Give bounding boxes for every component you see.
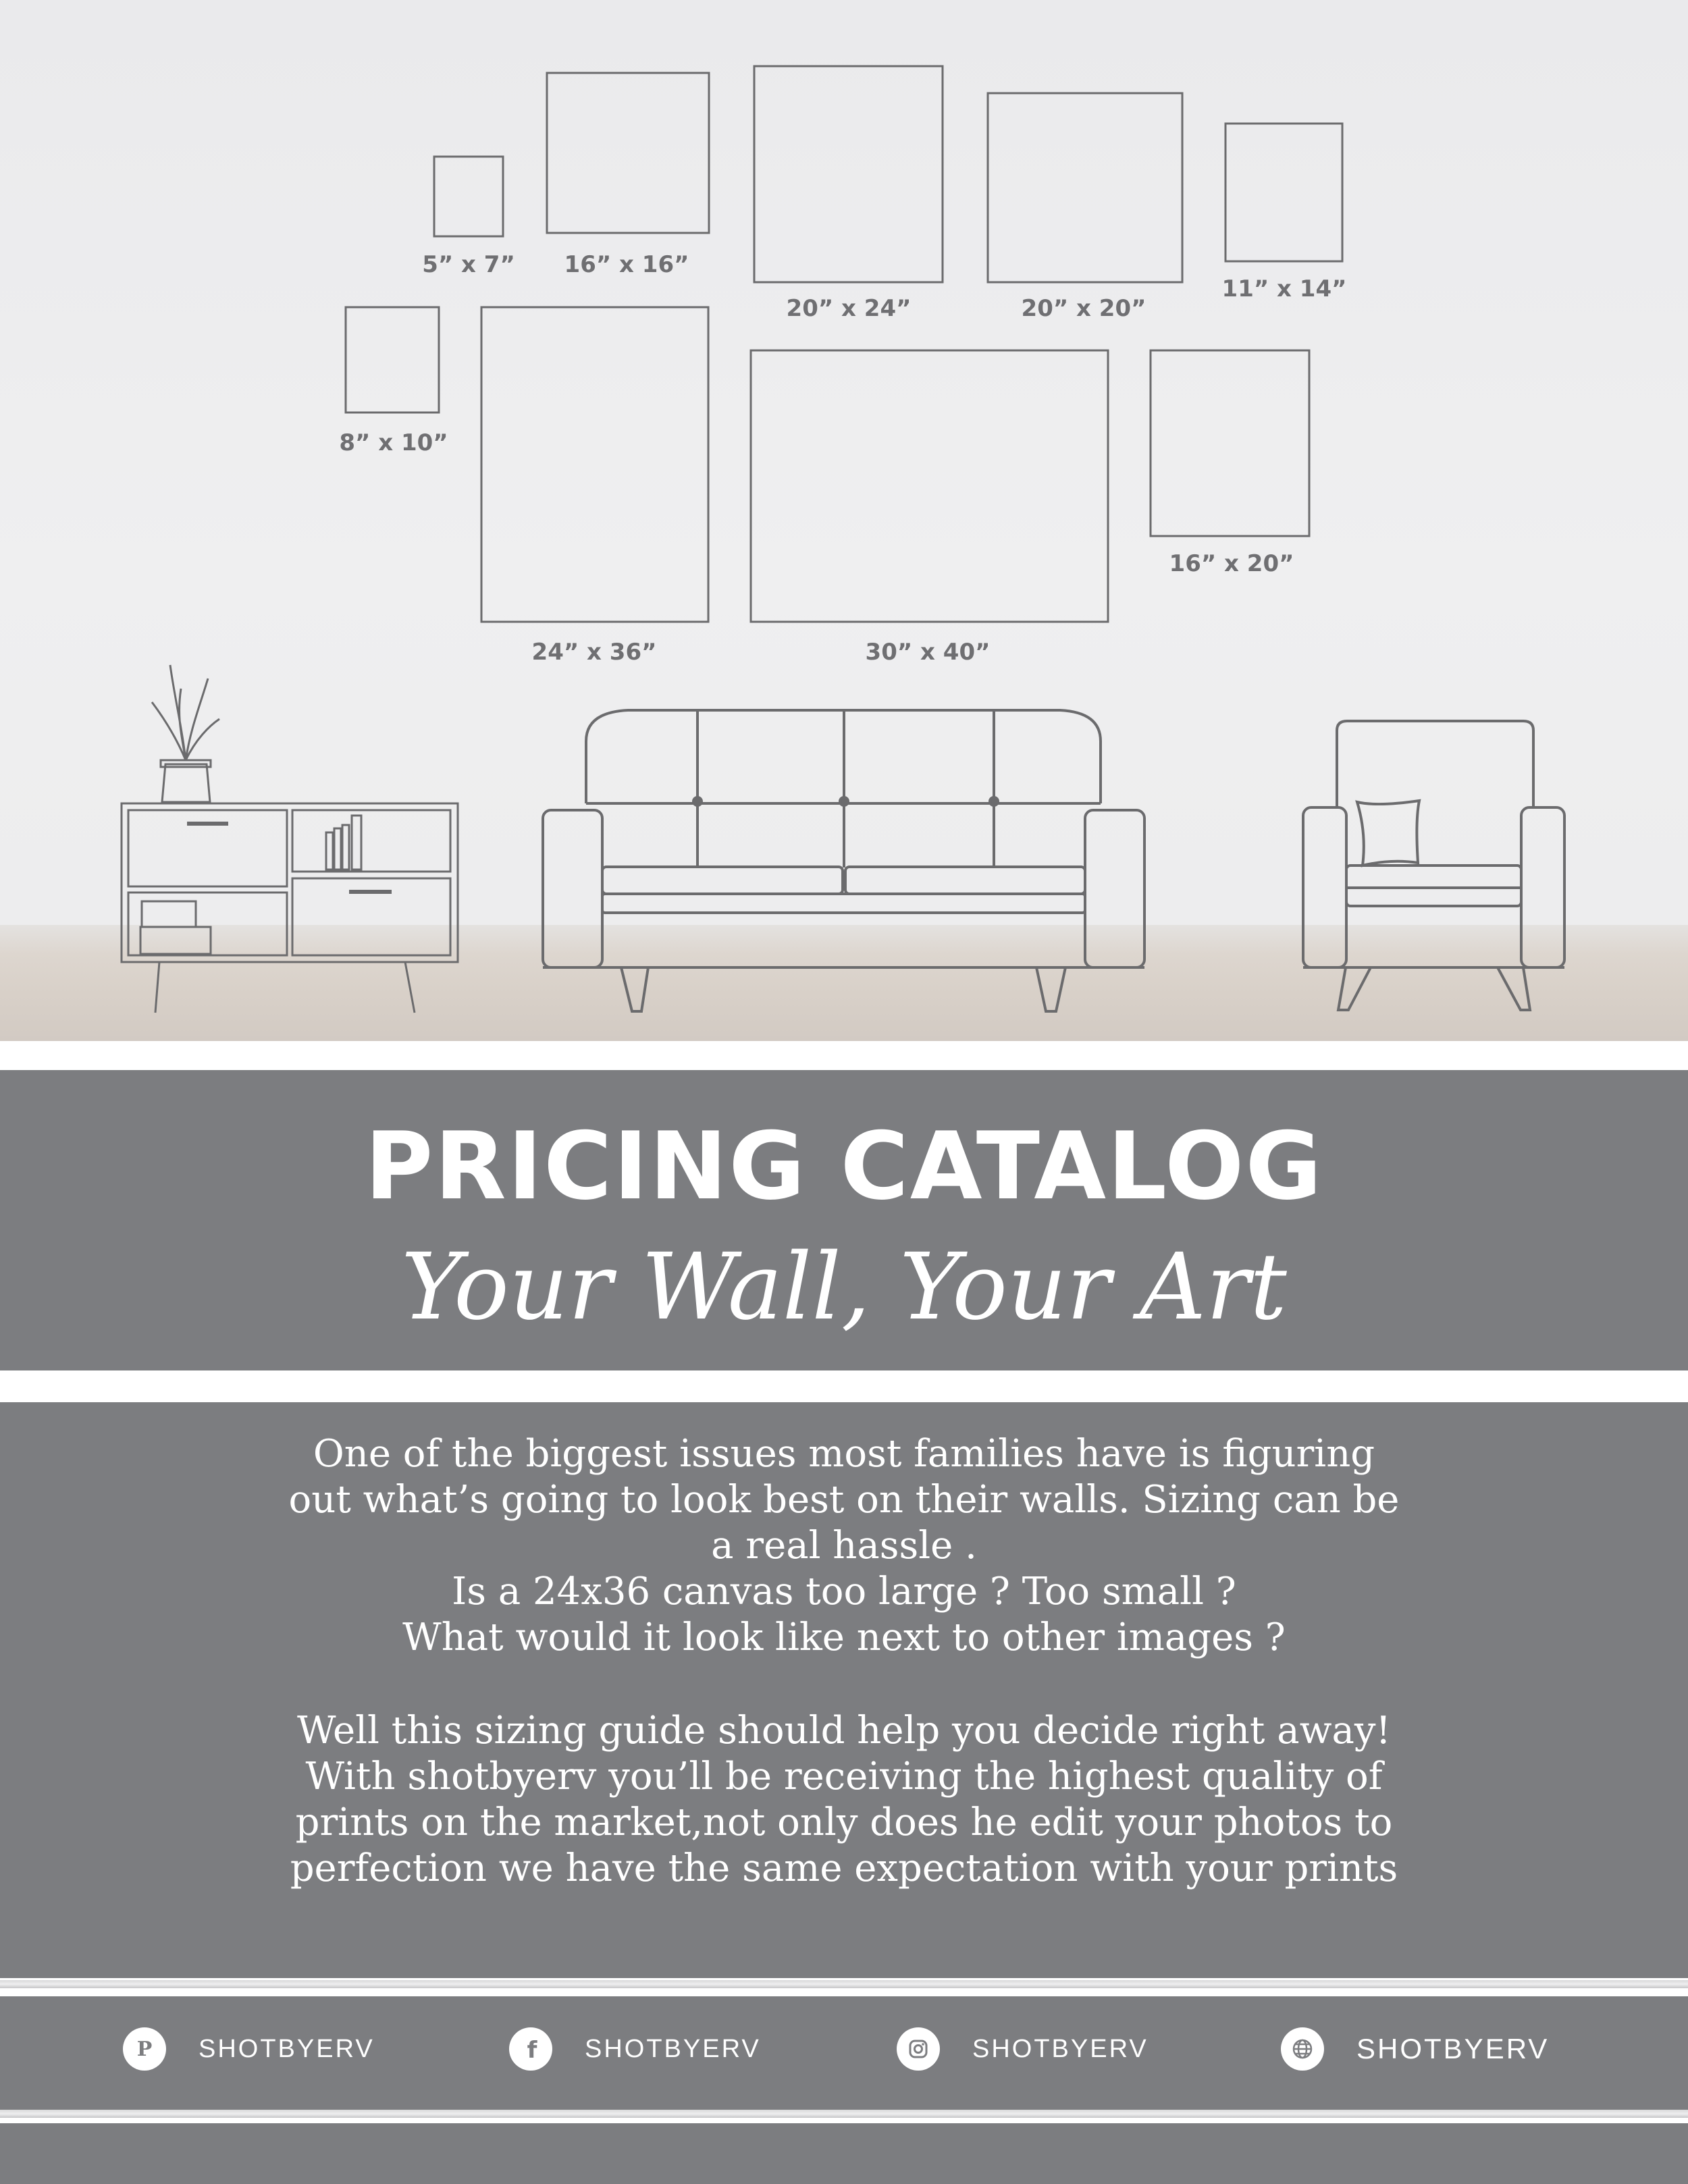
svg-text:f: f [527, 2037, 537, 2062]
frame-label-11x14: 11” x 14” [1221, 275, 1347, 302]
frame-30x40 [751, 350, 1108, 622]
room-illustration [0, 0, 1688, 1041]
frame-label-24x36: 24” x 36” [531, 639, 657, 666]
pitch-paragraph: Well this sizing guide should help you decide right away! With shotbyerv you’ll be receiving the highest quality of prints on the market,not only does he edit your photos to perfection we have the same expectation with your prints [290, 1709, 1398, 1890]
frame-label-20x24: 20” x 24” [786, 295, 912, 322]
social-label-instagram[interactable]: SHOTBYERV [972, 2034, 1149, 2063]
divider-top [0, 1980, 1688, 1988]
intro-paragraph: One of the biggest issues most families have is figuring out what’s going to look best on their walls. Sizing can be a real hassle . Is a 24x36 canvas too large ? Too small ? What would it look like next to other images ? [288, 1432, 1400, 1659]
tagline: Your Wall, Your Art [401, 1234, 1287, 1341]
pinterest-icon[interactable] [123, 2027, 166, 2071]
instagram-icon[interactable] [897, 2027, 940, 2071]
social-label-website[interactable]: SHOTBYERV [1356, 2033, 1550, 2065]
frame-label-5x7: 5” x 7” [422, 251, 515, 278]
hero-illustration [0, 0, 1688, 1041]
social-label-pinterest[interactable]: SHOTBYERV [199, 2034, 375, 2063]
frame-11x14 [1225, 124, 1342, 261]
page-title: PRICING CATALOG [365, 1112, 1323, 1221]
frame-20x20 [988, 93, 1182, 282]
frame-5x7 [434, 157, 503, 236]
frame-label-8x10: 8” x 10” [339, 429, 448, 456]
frame-label-30x40: 30” x 40” [865, 639, 991, 666]
frame-label-16x20: 16” x 20” [1169, 550, 1294, 577]
svg-text:P: P [136, 2037, 153, 2061]
facebook-icon[interactable] [509, 2027, 552, 2071]
sideboard-drawing [122, 665, 458, 1013]
social-label-facebook[interactable]: SHOTBYERV [585, 2034, 761, 2063]
footer-band [0, 2123, 1688, 2184]
frame-24x36 [481, 307, 708, 622]
frame-20x24 [754, 66, 943, 282]
divider-bottom [0, 2110, 1688, 2118]
frame-16x20 [1151, 350, 1309, 536]
social-facebook[interactable] [509, 2025, 761, 2073]
frame-label-20x20: 20” x 20” [1021, 295, 1146, 322]
frame-label-16x16: 16” x 16” [564, 251, 689, 278]
globe-icon[interactable] [1281, 2027, 1324, 2071]
frame-8x10 [346, 307, 439, 412]
social-instagram[interactable] [897, 2025, 1149, 2073]
social-website[interactable] [1281, 2025, 1549, 2073]
social-pinterest[interactable] [123, 2025, 375, 2073]
sofa-drawing [543, 710, 1144, 1011]
armchair-drawing [1303, 721, 1564, 1010]
frame-16x16 [547, 73, 709, 233]
